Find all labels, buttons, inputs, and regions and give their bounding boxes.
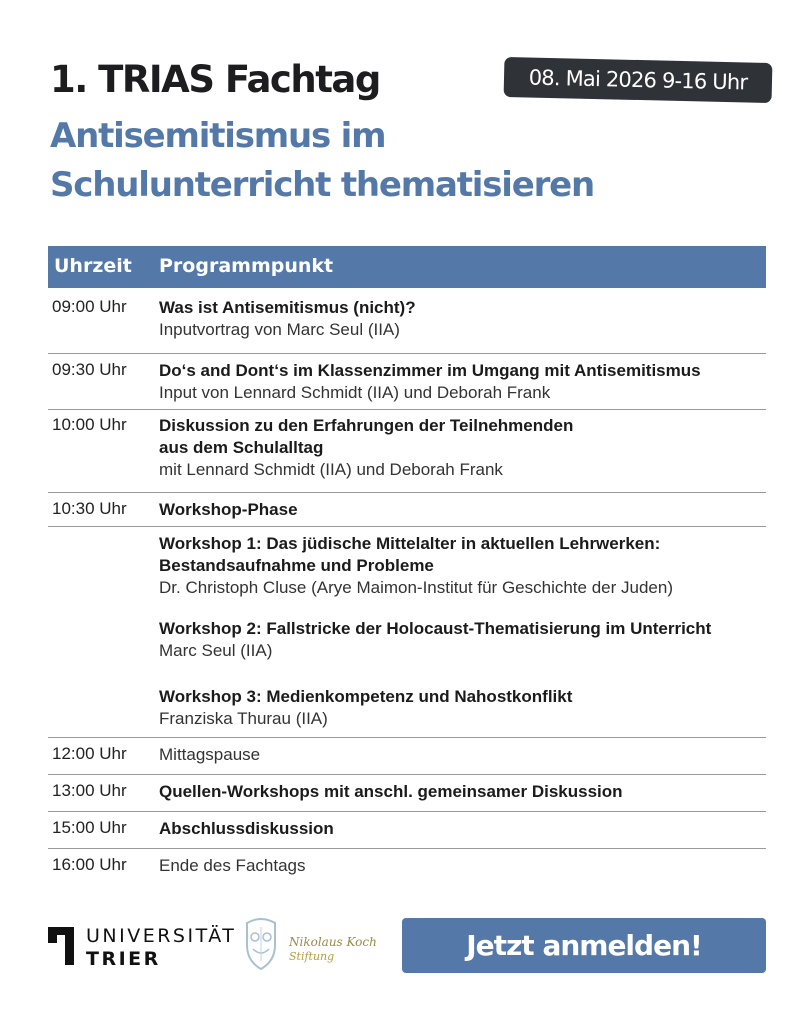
university-trier-logo[interactable] xyxy=(48,921,237,971)
register-button[interactable]: Jetzt anmelden! xyxy=(402,918,766,973)
workshop-detail: Dr. Christoph Cluse (Arye Maimon-Institut für Geschichte der Juden) xyxy=(159,578,673,597)
table-row xyxy=(48,738,766,775)
row-title: Ende des Fachtags xyxy=(159,856,306,875)
foundation-suffix: Stiftung xyxy=(289,950,335,963)
row-time: 10:00 Uhr xyxy=(52,415,127,434)
row-time: 12:00 Uhr xyxy=(52,744,127,763)
date-badge: 08. Mai 2026 9-16 Uhr xyxy=(504,57,773,103)
table-row xyxy=(48,410,766,493)
table-row xyxy=(48,493,766,527)
column-header-time: Uhrzeit xyxy=(54,255,132,277)
workshop-detail: Franziska Thurau (IIA) xyxy=(159,709,328,728)
row-detail: Inputvortrag von Marc Seul (IIA) xyxy=(159,320,400,339)
page-title: 1. TRIAS Fachtag xyxy=(50,58,380,101)
row-title: Was ist Antisemitismus (nicht)? xyxy=(159,298,416,317)
row-title-line-2: aus dem Schulalltag xyxy=(159,438,324,457)
workshop-title-line-2: Bestandsaufnahme und Probleme xyxy=(159,556,434,575)
uni-name-line-1: UNIVERSITÄT xyxy=(86,925,237,947)
subtitle-line-2: Schulunterricht thematisieren xyxy=(50,165,595,205)
row-title-line-1: Diskussion zu den Erfahrungen der Teilnehmenden xyxy=(159,416,574,435)
row-detail: Input von Lennard Schmidt (IIA) und Deborah Frank xyxy=(159,383,551,402)
workshop-3 xyxy=(159,686,766,730)
row-time: 09:30 Uhr xyxy=(52,360,127,379)
table-header xyxy=(48,246,766,288)
table-row xyxy=(48,812,766,849)
row-time: 10:30 Uhr xyxy=(52,499,127,518)
row-title: Mittagspause xyxy=(159,745,261,764)
table-row xyxy=(48,849,766,885)
uni-name-line-2: TRIER xyxy=(86,948,161,970)
program-table xyxy=(48,288,766,885)
crest-icon xyxy=(241,915,281,973)
row-time: 13:00 Uhr xyxy=(52,781,127,800)
table-row-workshops xyxy=(48,527,766,738)
workshop-detail: Marc Seul (IIA) xyxy=(159,641,273,660)
university-mark-icon xyxy=(48,927,74,965)
row-time: 16:00 Uhr xyxy=(52,855,127,874)
page-subtitle xyxy=(50,112,750,210)
nikolaus-koch-stiftung-logo[interactable] xyxy=(241,915,391,977)
row-detail: mit Lennard Schmidt (IIA) und Deborah Frank xyxy=(159,460,503,479)
workshop-title: Workshop 2: Fallstricke der Holocaust-Thematisierung im Unterricht xyxy=(159,619,712,638)
table-row xyxy=(48,288,766,354)
workshop-title-line-1: Workshop 1: Das jüdische Mittelalter in aktuellen Lehrwerken: xyxy=(159,534,661,553)
workshop-1 xyxy=(159,533,766,599)
row-title: Quellen-Workshops mit anschl. gemeinsamer Diskussion xyxy=(159,782,623,801)
column-header-item: Programmpunkt xyxy=(159,255,334,277)
subtitle-line-1: Antisemitismus im xyxy=(50,116,386,156)
row-time: 09:00 Uhr xyxy=(52,297,127,316)
row-title: Do‘s and Dont‘s im Klassenzimmer im Umgang mit Antisemitismus xyxy=(159,361,701,380)
workshop-title: Workshop 3: Medienkompetenz und Nahostkonflikt xyxy=(159,687,573,706)
table-row xyxy=(48,775,766,812)
workshop-2 xyxy=(159,618,766,662)
row-time: 15:00 Uhr xyxy=(52,818,127,837)
table-row xyxy=(48,354,766,410)
row-title: Abschlussdiskussion xyxy=(159,819,334,838)
row-title: Workshop-Phase xyxy=(159,500,298,519)
foundation-name: Nikolaus Koch xyxy=(289,935,377,949)
